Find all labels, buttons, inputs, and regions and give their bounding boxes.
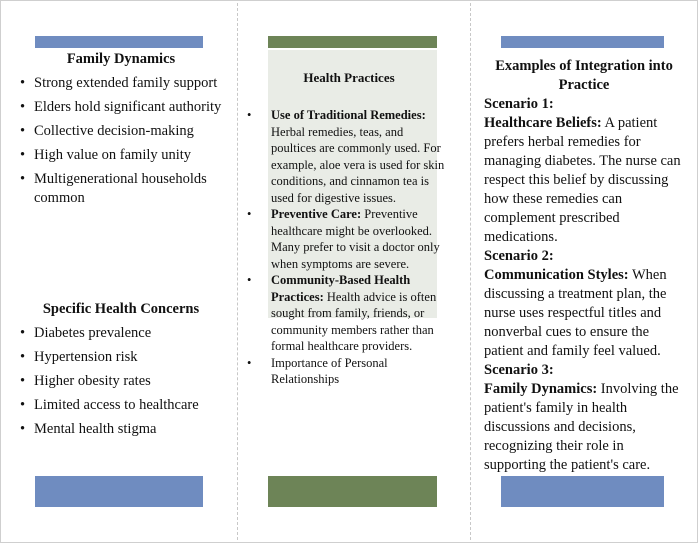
item-label: Community-Based Health Practices: xyxy=(271,273,411,304)
list-item: • Community-Based Health Practices: Health advice is often sought from family, friends, or community members rather than formal healthcare providers. xyxy=(247,273,437,353)
scenario-heading: Scenario 1: xyxy=(484,96,554,112)
bottom-bar-left xyxy=(35,476,203,507)
item-text: Health advice is often sought from family, friends, or community members rather than formal healthcare providers. xyxy=(271,289,437,353)
scenarios-block xyxy=(484,95,689,475)
health-practices-list xyxy=(247,107,447,388)
list-item: • Strong extended family support xyxy=(20,74,225,93)
list-item: • Hypertension risk xyxy=(20,348,225,367)
scenario-text: A patient prefers herbal remedies for managing diabetes. The nurse can respect this belief by discussing how these remedies can complement prescribed medications. xyxy=(484,115,681,245)
scenario-text: Involving the patient's family in health discussions and decisions, recognizing their role in supporting the patient's care. xyxy=(484,381,679,473)
scenario-2 xyxy=(484,247,689,361)
list-item: • Collective decision-making xyxy=(20,122,225,141)
scenario-label: Family Dynamics: xyxy=(484,381,598,397)
list-item: • Limited access to healthcare xyxy=(20,396,225,415)
health-concerns-list xyxy=(20,324,225,444)
health-practices-heading: Health Practices xyxy=(303,70,395,85)
item-label: Use of Traditional Remedies: xyxy=(271,108,426,122)
item-text: Importance of Personal Relationships xyxy=(271,355,388,386)
scenario-1 xyxy=(484,95,689,247)
fold-divider-right xyxy=(470,3,471,540)
bottom-bar-middle xyxy=(268,476,437,507)
list-item: • Use of Traditional Remedies: Herbal remedies, teas, and poultices are commonly used. For example, aloe vera is used for skin conditions, and cinnamon tea is used for digestive issues. xyxy=(247,108,445,205)
fold-divider-left xyxy=(237,3,238,540)
list-item: • Elders hold significant authority xyxy=(20,98,225,117)
list-item: • Diabetes prevalence xyxy=(20,324,225,343)
scenario-text: When discussing a treatment plan, the nurse uses respectful titles and nonverbal cues to ensure the patient and family feel valued. xyxy=(484,267,667,359)
list-item: • High value on family unity xyxy=(20,146,225,165)
item-text: Herbal remedies, teas, and poultices are commonly used. For example, aloe vera is used for skin conditions, and cinnamon tea is used for digestive issues. xyxy=(271,124,445,205)
family-dynamics-list xyxy=(20,74,225,213)
list-item: • Mental health stigma xyxy=(20,420,225,439)
item-text: Preventive healthcare might be overlooked. Many prefer to visit a doctor only when symptoms are severe. xyxy=(271,207,440,271)
scenario-heading: Scenario 3: xyxy=(484,362,554,378)
item-label: Preventive Care: xyxy=(271,207,362,221)
list-item: • Higher obesity rates xyxy=(20,372,225,391)
bottom-bar-right xyxy=(501,476,664,507)
list-item: • Preventive Care: Preventive healthcare might be overlooked. Many prefer to visit a doctor only when symptoms are severe. xyxy=(247,207,440,271)
list-item: • Importance of Personal Relationships xyxy=(247,355,388,386)
list-item: • Multigenerational households common xyxy=(20,170,225,208)
scenario-3 xyxy=(484,361,689,475)
top-bar-left xyxy=(35,36,203,48)
scenario-heading: Scenario 2: xyxy=(484,248,554,264)
scenario-label: Healthcare Beliefs: xyxy=(484,115,602,131)
family-dynamics-heading: Family Dynamics xyxy=(66,51,176,67)
top-bar-right xyxy=(501,36,664,48)
health-concerns-heading: Specific Health Concerns xyxy=(42,301,200,317)
integration-heading: Examples of Integration into Practice xyxy=(495,58,673,93)
top-bar-middle xyxy=(268,36,437,48)
scenario-label: Communication Styles: xyxy=(484,267,629,283)
